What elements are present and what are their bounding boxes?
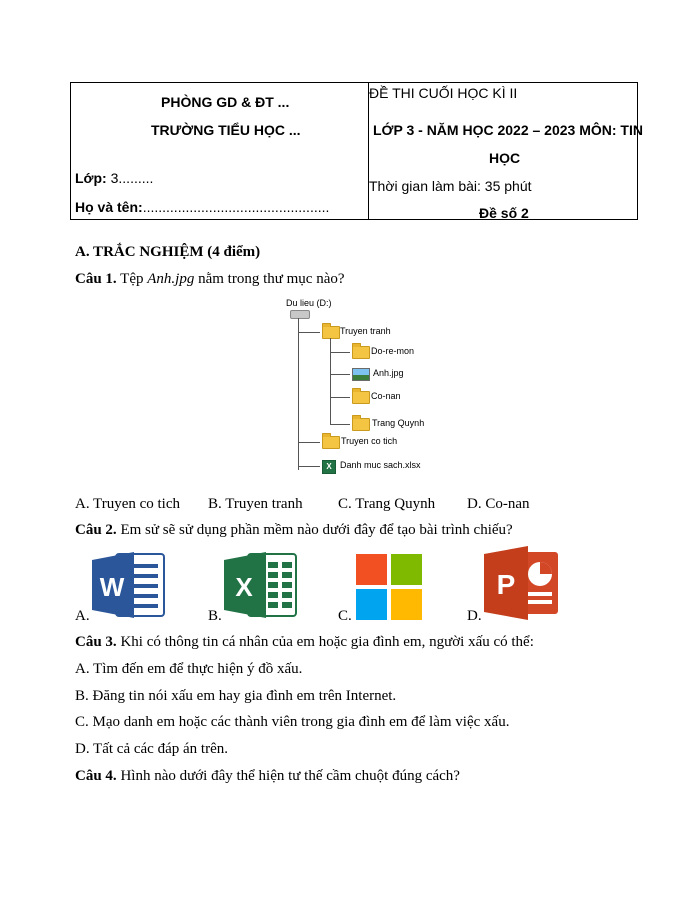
- q3-option-a[interactable]: A. Tìm đến em để thực hiện ý đồ xấu.: [75, 661, 303, 677]
- tree-branch: [330, 374, 350, 375]
- school-name: TRƯỜNG TIỂU HỌC ...: [151, 122, 301, 138]
- q1-option-d[interactable]: D. Co-nan: [467, 496, 530, 512]
- tree-item-co-nan: Co-nan: [371, 391, 401, 401]
- q2-label: Câu 2.: [75, 522, 117, 538]
- q3-label: Câu 3.: [75, 634, 117, 650]
- q2-option-a[interactable]: A.: [75, 608, 90, 624]
- tree-item-truyen-tranh: Truyen tranh: [340, 326, 391, 336]
- class-label: Lớp:: [75, 170, 107, 186]
- tree-item-truyen-co-tich: Truyen co tich: [341, 436, 398, 446]
- q3-option-b[interactable]: B. Đăng tin nói xấu em hay gia đình em trên Internet.: [75, 688, 397, 704]
- tree-item-danh-muc-sach: Danh muc sach.xlsx: [340, 460, 421, 470]
- drive-label: Du lieu (D:): [286, 298, 332, 308]
- class-value: 3.........: [106, 170, 154, 186]
- q1-filename: Anh.jpg: [147, 271, 195, 287]
- q4-label: Câu 4.: [75, 768, 117, 784]
- section-title: A. TRẮC NGHIỆM (4 điểm): [75, 244, 261, 260]
- tree-item-do-re-mon: Do-re-mon: [371, 346, 415, 356]
- q2-option-c[interactable]: C.: [338, 608, 352, 624]
- exam-title: ĐỀ THI CUỐI HỌC KÌ II: [369, 85, 518, 101]
- q1-option-a[interactable]: A. Truyen co tich: [75, 496, 180, 512]
- svg-text:X: X: [235, 572, 253, 602]
- tree-branch: [330, 424, 350, 425]
- tree-line: [330, 338, 331, 424]
- name-field: [75, 199, 329, 215]
- q1-option-b[interactable]: B. Truyen tranh: [208, 496, 303, 512]
- image-file-icon: [352, 368, 370, 381]
- excel-icon[interactable]: [224, 550, 300, 620]
- q2-text: Em sử sẽ sử dụng phần mềm nào dưới đây để tạo bài trình chiếu?: [116, 522, 513, 538]
- q1-label: Câu 1.: [75, 271, 117, 287]
- tree-branch: [330, 397, 350, 398]
- folder-icon: [322, 326, 340, 339]
- q3-option-c[interactable]: C. Mạo danh em hoặc các thành viên trong gia đình em để làm việc xấu.: [75, 714, 510, 730]
- q2-option-b[interactable]: B.: [208, 608, 222, 624]
- svg-text:P: P: [496, 569, 516, 600]
- grade-subject-line1: LỚP 3 - NĂM HỌC 2022 – 2023 MÔN: TIN: [373, 122, 643, 138]
- exam-code: Đề số 2: [479, 205, 529, 221]
- q1-text-after: nằm trong thư mục nào?: [194, 271, 345, 287]
- class-field: [75, 170, 153, 186]
- folder-tree: [280, 296, 450, 486]
- tree-branch: [330, 352, 350, 353]
- q3-text: Khi có thông tin cá nhân của em hoặc gia đình em, người xấu có thể:: [116, 634, 534, 650]
- folder-icon: [352, 346, 370, 359]
- question-4: [75, 768, 460, 785]
- question-1: [75, 271, 345, 288]
- q1-option-c[interactable]: C. Trang Quynh: [338, 496, 436, 512]
- q1-text-before: Tệp: [116, 271, 148, 287]
- powerpoint-icon[interactable]: [484, 546, 560, 620]
- tree-item-trang-quynh: Trang Quynh: [372, 418, 425, 428]
- folder-icon: [352, 418, 370, 431]
- name-dots: ................................................: [142, 199, 330, 215]
- folder-icon: [352, 391, 370, 404]
- question-3: [75, 634, 534, 651]
- svg-text:W: W: [99, 572, 125, 602]
- drive-icon: [290, 310, 310, 319]
- exam-header-table: [70, 82, 643, 221]
- header-divider: [368, 83, 369, 219]
- q2-option-d[interactable]: D.: [467, 608, 482, 624]
- tree-branch: [298, 466, 320, 467]
- grade-subject-line2: HỌC: [489, 150, 521, 166]
- folder-icon: [322, 436, 340, 449]
- exam-time: Thời gian làm bài: 35 phút: [369, 178, 532, 194]
- tree-branch: [298, 442, 320, 443]
- q4-text: Hình nào dưới đây thể hiện tư thế cầm chuột đúng cách?: [116, 768, 460, 784]
- excel-file-icon: X: [322, 460, 336, 474]
- word-icon[interactable]: [92, 550, 168, 620]
- q3-option-d[interactable]: D. Tất cả các đáp án trên.: [75, 741, 228, 757]
- tree-line: [298, 318, 299, 470]
- tree-item-anh-jpg: Anh.jpg: [373, 368, 404, 378]
- name-label: Họ và tên:: [75, 199, 143, 215]
- question-2: [75, 522, 513, 539]
- tree-branch: [298, 332, 320, 333]
- windows-icon[interactable]: [356, 554, 422, 620]
- office-name: PHÒNG GD & ĐT ...: [161, 94, 290, 110]
